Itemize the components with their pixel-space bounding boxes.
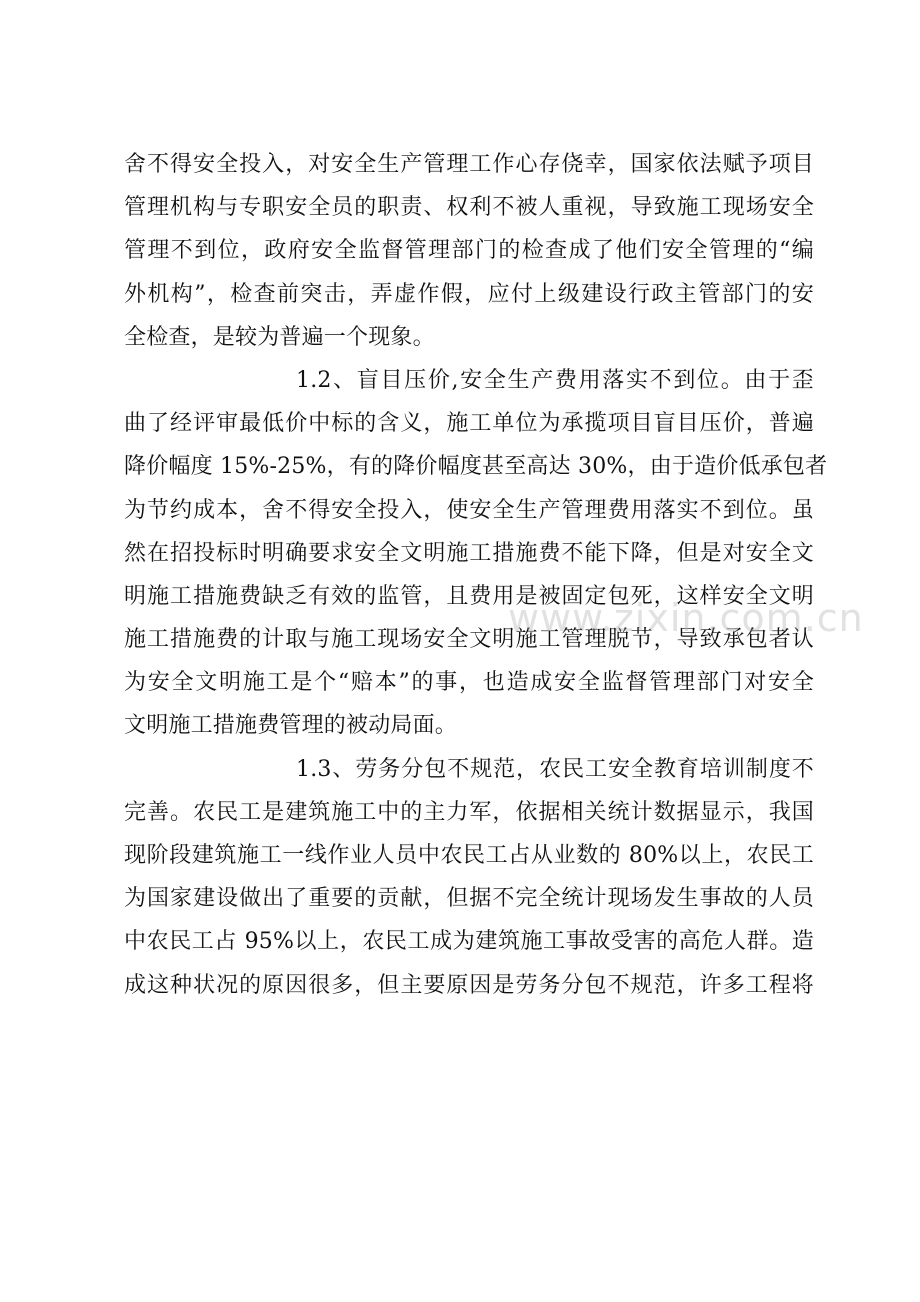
text-line: 全检查，是较为普遍一个现象。 [124, 324, 435, 350]
text-line: 现阶段建筑施工一线作业人员中农民工占从业数的 80%以上，农民工 [124, 843, 814, 868]
text-line: 管理机构与专职安全员的职责、权利不被人重视，导致施工现场安全 [124, 195, 814, 221]
watermark: www.zixin.com.cn [508, 596, 864, 640]
text-line: 明施工措施费缺乏有效的监管，且费用是被固定包死，这样安全文明 [124, 583, 814, 609]
text-line: 为国家建设做出了重要的贡献，但据不完全统计现场发生事故的人员 [124, 886, 814, 912]
text-line: 降价幅度 15%-25%，有的降价幅度甚至高达 30%，由于造价低承包者 [124, 454, 828, 480]
text-line: 完善。农民工是建筑施工中的主力军，依据相关统计数据显示，我国 [124, 799, 814, 825]
text-line: 舍不得安全投入，对安全生产管理工作心存侥幸，国家依法赋予项目 [124, 152, 814, 177]
text-line: 施工措施费的计取与施工现场安全文明施工管理脱节，导致承包者认 [124, 627, 814, 653]
paragraph-1-3 [124, 748, 814, 1007]
section-heading-line: 1.3、劳务分包不规范，农民工安全教育培训制度不 [296, 756, 814, 782]
text-line: 然在招投标时明确要求安全文明施工措施费不能下降，但是对安全文 [124, 540, 814, 566]
text-line: 曲了经评审最低价中标的含义，施工单位为承揽项目盲目压价，普遍 [124, 411, 814, 437]
text-line: 中农民工占 95%以上，农民工成为建筑施工事故受害的高危人群。造 [124, 929, 814, 955]
text-line: 外机构”，检查前突击，弄虚作假，应付上级建设行政主管部门的安 [124, 281, 814, 307]
text-line: 为安全文明施工是个“赔本”的事，也造成安全监督管理部门对安全 [124, 670, 814, 696]
text-line: 文明施工措施费管理的被动局面。 [124, 713, 458, 739]
paragraph-1-2 [124, 359, 828, 748]
section-heading-line: 1.2、盲目压价,安全生产费用落实不到位。由于歪 [296, 367, 814, 393]
paragraph-1 [124, 143, 814, 359]
text-line: 管理不到位，政府安全监督管理部门的检查成了他们安全管理的“编 [124, 238, 814, 264]
text-column [124, 143, 828, 1007]
text-line: 为节约成本，舍不得安全投入，使安全生产管理费用落实不到位。虽 [124, 497, 814, 523]
text-line: 成这种状况的原因很多，但主要原因是劳务分包不规范，许多工程将 [124, 972, 814, 998]
